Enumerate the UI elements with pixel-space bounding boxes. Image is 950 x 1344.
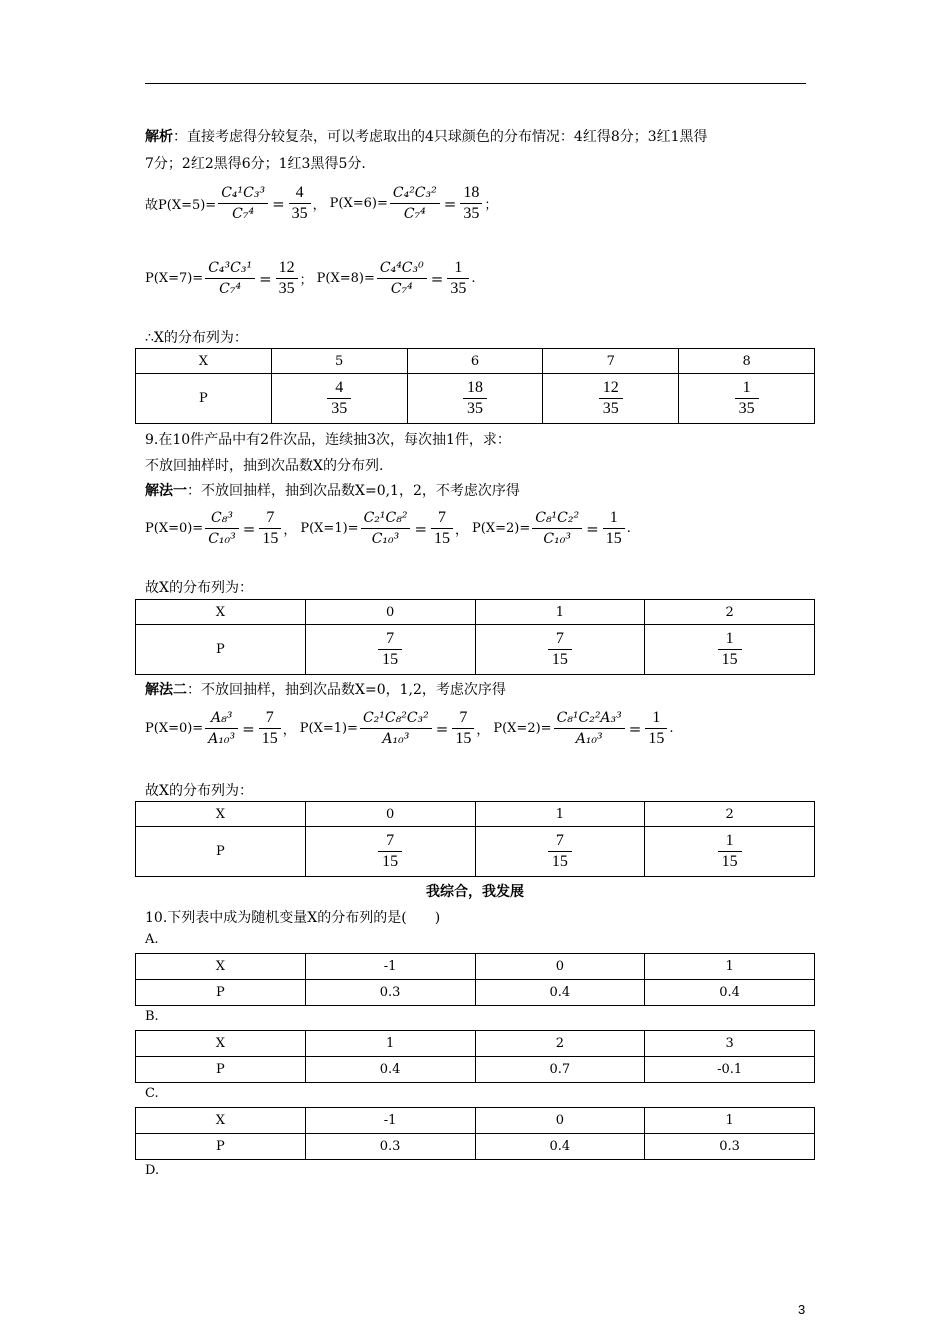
- p-header: P: [136, 374, 272, 424]
- equals-sign: =: [430, 269, 444, 288]
- probability-equation: [145, 183, 326, 224]
- probability-equation: [472, 508, 631, 549]
- combination-fraction: [205, 708, 238, 749]
- x-row: [136, 600, 815, 625]
- numerator: 7: [438, 509, 447, 526]
- analysis-text-1: ：直接考虑得分较复杂，可以考虑取出的4只球颜色的分布情况：4红得8分；3红1黑得: [173, 129, 708, 145]
- p-value: 0.4: [645, 980, 815, 1006]
- distribution-table: [135, 599, 815, 675]
- denominator: C₁₀³: [543, 531, 571, 547]
- p-value: [645, 625, 815, 675]
- numerator: 7: [386, 832, 395, 849]
- equation-row: [145, 708, 678, 749]
- denominator: 15: [721, 651, 738, 668]
- equation-separator: .: [626, 521, 631, 536]
- denominator: 35: [450, 280, 467, 297]
- equals-sign: =: [242, 719, 255, 738]
- combination-fraction: [377, 258, 427, 299]
- x-value: 0: [475, 954, 645, 980]
- equation-separator: .: [669, 721, 674, 736]
- option-table: [135, 1030, 815, 1083]
- p-row: [136, 625, 815, 675]
- p-value: [645, 827, 815, 877]
- p-value: [679, 374, 815, 424]
- distribution-table: [135, 348, 815, 424]
- x-header: X: [136, 349, 272, 374]
- numerator: 1: [609, 509, 618, 526]
- numerator: 1: [454, 259, 463, 276]
- equation-separator: ；: [484, 198, 498, 213]
- combination-fraction: [205, 508, 239, 549]
- x-row: [136, 1108, 815, 1134]
- p-value: 0.3: [305, 1134, 475, 1160]
- equation-row: [145, 258, 479, 299]
- x-value: 8: [679, 349, 815, 374]
- x-header: X: [136, 600, 306, 625]
- p-header: P: [136, 1134, 306, 1160]
- result-fraction: [289, 183, 311, 224]
- result-fraction: [645, 708, 667, 749]
- result-fraction: [452, 708, 474, 749]
- equation-separator: ，: [282, 723, 296, 738]
- header-rule: [145, 83, 806, 84]
- numerator: 18: [466, 379, 483, 396]
- method-1-line: [145, 480, 520, 500]
- analysis-line-2: 7分；2红2黑得6分；1红3黑得5分.: [145, 156, 366, 172]
- denominator: 35: [331, 400, 348, 417]
- page-number: 3: [798, 1302, 806, 1317]
- p-value: 0.4: [475, 980, 645, 1006]
- p-header: P: [136, 1057, 306, 1083]
- x-value: 0: [475, 1108, 645, 1134]
- x-header: X: [136, 802, 306, 827]
- numerator: C₄⁴C₃⁰: [379, 260, 424, 276]
- numerator: 7: [266, 509, 275, 526]
- table3-caption: 故X的分布列为：: [145, 783, 253, 799]
- x-value: 2: [645, 802, 815, 827]
- probability-fraction: [548, 629, 572, 670]
- x-value: 0: [305, 802, 475, 827]
- equals-sign: =: [259, 269, 272, 288]
- numerator: C₈³: [211, 510, 233, 526]
- p-value: 0.7: [475, 1057, 645, 1083]
- denominator: 15: [648, 730, 665, 747]
- equals-sign: =: [443, 194, 457, 213]
- x-value: 1: [475, 802, 645, 827]
- p-value: [475, 625, 645, 675]
- probability-equation: [300, 508, 468, 549]
- numerator: 4: [335, 379, 344, 396]
- numerator: C₄³C₃¹: [208, 260, 253, 276]
- p-value: 0.4: [475, 1134, 645, 1160]
- equation-separator: ，: [476, 723, 490, 738]
- probability-fraction: [378, 629, 402, 670]
- p-row: [136, 827, 815, 877]
- numerator: 1: [742, 379, 751, 396]
- result-fraction: [603, 508, 625, 549]
- x-value: -1: [305, 1108, 475, 1134]
- x-row: [136, 1031, 815, 1057]
- section-title: 我综合，我发展: [426, 884, 524, 900]
- result-fraction: [460, 183, 482, 224]
- result-fraction: [431, 508, 453, 549]
- denominator: C₇⁴: [390, 281, 413, 297]
- x-header: X: [136, 954, 306, 980]
- result-fraction: [447, 258, 469, 299]
- p-row: [136, 1057, 815, 1083]
- option-table: [135, 953, 815, 1006]
- equation-separator: ；: [299, 273, 313, 288]
- x-value: 6: [407, 349, 543, 374]
- p-value: [305, 827, 475, 877]
- combination-fraction: [532, 508, 582, 549]
- denominator: 35: [278, 280, 295, 297]
- probability-equation: [300, 708, 490, 749]
- equation-prefix: P(X=2)=: [493, 721, 552, 736]
- numerator: 7: [386, 630, 395, 647]
- equals-sign: =: [435, 719, 449, 738]
- x-value: 3: [645, 1031, 815, 1057]
- x-value: 2: [475, 1031, 645, 1057]
- denominator: C₇⁴: [219, 281, 242, 297]
- analysis-line-1: [145, 126, 708, 146]
- denominator: 15: [721, 853, 738, 870]
- x-header: X: [136, 1031, 306, 1057]
- x-row: [136, 349, 815, 374]
- denominator: 15: [551, 651, 568, 668]
- numerator: C₂¹C₈²C₃²: [362, 710, 429, 726]
- numerator: 1: [725, 630, 734, 647]
- denominator: 15: [605, 530, 622, 547]
- x-value: 5: [271, 349, 407, 374]
- x-row: [136, 802, 815, 827]
- analysis-label: 解析: [145, 129, 173, 145]
- probability-equation: [145, 508, 296, 549]
- numerator: 4: [295, 184, 304, 201]
- equation-prefix: P(X=8)=: [316, 271, 375, 286]
- numerator: 7: [555, 630, 564, 647]
- distribution-table: [135, 801, 815, 877]
- x-value: 0: [305, 600, 475, 625]
- probability-fraction: [378, 831, 402, 872]
- p-value: [475, 827, 645, 877]
- option-table: [135, 1107, 815, 1160]
- equals-sign: =: [586, 519, 599, 538]
- probability-fraction: [463, 378, 487, 419]
- numerator: C₈¹C₂²: [535, 510, 580, 526]
- denominator: A₁₀³: [382, 731, 410, 747]
- numerator: 7: [459, 709, 468, 726]
- equation-prefix: P(X=0)=: [145, 721, 204, 736]
- x-value: 1: [305, 1031, 475, 1057]
- x-value: 1: [645, 954, 815, 980]
- denominator: 35: [602, 400, 619, 417]
- p-header: P: [136, 980, 306, 1006]
- denominator: 15: [434, 530, 451, 547]
- numerator: 1: [652, 709, 661, 726]
- equals-sign: =: [272, 194, 285, 213]
- equation-prefix: P(X=7)=: [145, 271, 204, 286]
- combination-fraction: [360, 708, 432, 749]
- denominator: C₇⁴: [403, 206, 426, 222]
- method-1-text: ：不放回抽样，抽到次品数X=0,1，2，不考虑次序得: [187, 483, 520, 499]
- denominator: C₁₀³: [208, 531, 236, 547]
- p-value: [271, 374, 407, 424]
- denominator: 35: [738, 400, 755, 417]
- result-fraction: [259, 508, 281, 549]
- method-2-line: [145, 679, 506, 699]
- p-value: 0.4: [305, 1057, 475, 1083]
- probability-equation: [493, 708, 673, 749]
- p-header: P: [136, 827, 306, 877]
- combination-fraction: [205, 258, 255, 299]
- equation-prefix: 故P(X=5)=: [145, 198, 217, 213]
- p-row: [136, 1134, 815, 1160]
- combination-fraction: [361, 508, 411, 549]
- denominator: 15: [382, 651, 399, 668]
- equation-prefix: P(X=1)=: [299, 721, 358, 736]
- option-b-letter: B.: [145, 1009, 159, 1024]
- denominator: 15: [262, 530, 279, 547]
- x-header: X: [136, 1108, 306, 1134]
- denominator: 35: [291, 205, 308, 222]
- equals-sign: =: [628, 719, 642, 738]
- numerator: 7: [265, 709, 274, 726]
- option-c-letter: C.: [145, 1086, 159, 1101]
- combination-fraction: [554, 708, 625, 749]
- probability-equation: [145, 708, 296, 749]
- probability-equation: [145, 258, 313, 299]
- equation-row: [145, 508, 635, 549]
- equation-prefix: P(X=6)=: [329, 196, 388, 211]
- equation-separator: ，: [455, 523, 469, 538]
- equation-separator: ，: [283, 523, 297, 538]
- denominator: 35: [463, 205, 480, 222]
- q9-line-2: 不放回抽样时，抽到次品数X的分布列.: [145, 458, 384, 474]
- method-1-label: 解法一: [145, 483, 187, 499]
- option-a-letter: A.: [145, 932, 159, 947]
- p-header: P: [136, 625, 306, 675]
- denominator: 35: [466, 400, 483, 417]
- x-value: 1: [475, 600, 645, 625]
- p-value: [305, 625, 475, 675]
- x-value: 7: [543, 349, 679, 374]
- equation-prefix: P(X=0)=: [145, 521, 204, 536]
- x-value: -1: [305, 954, 475, 980]
- table1-caption: ∴X的分布列为：: [145, 330, 248, 346]
- numerator: C₄¹C₃³: [221, 185, 266, 201]
- p-value: [407, 374, 543, 424]
- x-value: 1: [645, 1108, 815, 1134]
- probability-fraction: [548, 831, 572, 872]
- combination-fraction: [218, 183, 268, 224]
- numerator: C₂¹C₈²: [363, 510, 408, 526]
- x-row: [136, 954, 815, 980]
- numerator: 12: [278, 259, 295, 276]
- q10-stem: 10.下列表中成为随机变量X的分布列的是( ): [145, 910, 441, 926]
- equation-separator: ，: [312, 198, 326, 213]
- q9-line-1: 9.在10件产品中有2件次品，连续抽3次，每次抽1件，求：: [145, 432, 511, 448]
- numerator: 12: [602, 379, 619, 396]
- probability-equation: [317, 258, 476, 299]
- numerator: A₈³: [211, 710, 233, 726]
- numerator: 1: [725, 832, 734, 849]
- p-row: [136, 374, 815, 424]
- method-2-label: 解法二: [145, 682, 187, 698]
- numerator: 7: [555, 832, 564, 849]
- x-value: 2: [645, 600, 815, 625]
- denominator: C₁₀³: [371, 531, 400, 547]
- probability-fraction: [327, 378, 351, 419]
- result-fraction: [276, 258, 298, 299]
- probability-fraction: [718, 629, 742, 670]
- p-value: 0.3: [645, 1134, 815, 1160]
- p-row: [136, 980, 815, 1006]
- probability-fraction: [718, 831, 742, 872]
- denominator: 15: [551, 853, 568, 870]
- result-fraction: [259, 708, 281, 749]
- option-d-letter: D.: [145, 1163, 160, 1178]
- probability-fraction: [599, 378, 623, 419]
- probability-equation: [330, 183, 498, 224]
- equation-prefix: P(X=2)=: [472, 521, 531, 536]
- denominator: A₁₀³: [575, 731, 603, 747]
- probability-fraction: [735, 378, 759, 419]
- denominator: A₁₀³: [208, 731, 236, 747]
- denominator: 15: [261, 730, 278, 747]
- equation-separator: .: [471, 271, 476, 286]
- equals-sign: =: [414, 519, 428, 538]
- p-value: 0.3: [305, 980, 475, 1006]
- p-value: -0.1: [645, 1057, 815, 1083]
- numerator: C₄²C₃²: [392, 185, 437, 201]
- denominator: 15: [455, 730, 472, 747]
- combination-fraction: [390, 183, 440, 224]
- numerator: C₈¹C₂²A₃³: [556, 710, 622, 726]
- numerator: 18: [463, 184, 480, 201]
- equals-sign: =: [242, 519, 256, 538]
- denominator: C₇⁴: [232, 206, 255, 222]
- denominator: 15: [382, 853, 399, 870]
- table2-caption: 故X的分布列为：: [145, 580, 253, 596]
- equation-prefix: P(X=1)=: [300, 521, 359, 536]
- p-value: [543, 374, 679, 424]
- method-2-text: ：不放回抽样，抽到次品数X=0，1,2，考虑次序得: [187, 682, 506, 698]
- equation-row: [145, 183, 501, 224]
